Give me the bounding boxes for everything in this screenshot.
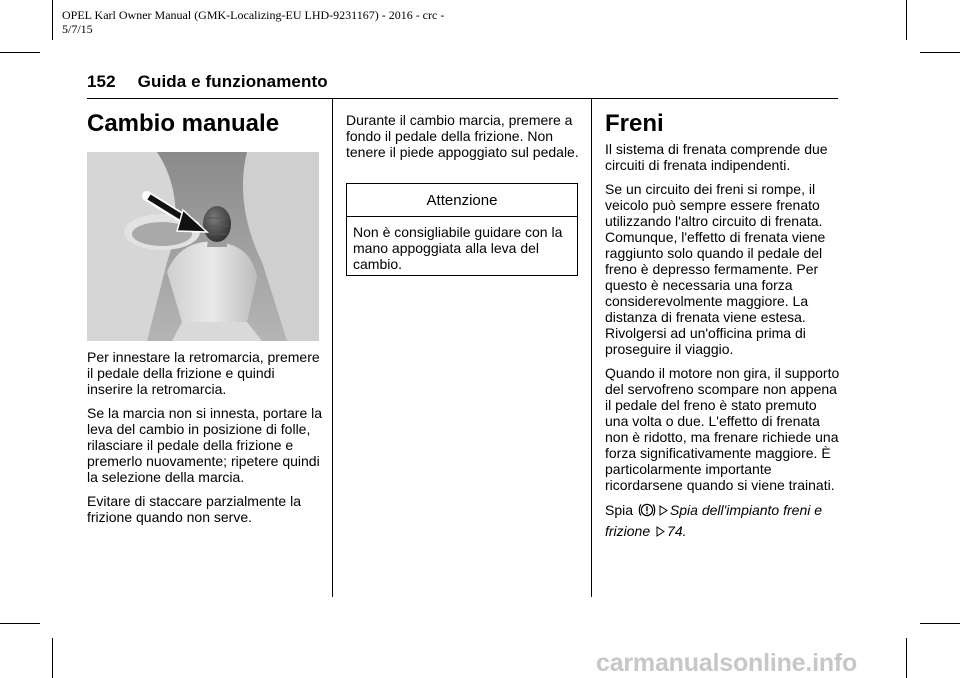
middle-column-text (346, 112, 582, 168)
crop-mark (906, 638, 907, 678)
print-header-line-1: OPEL Karl Owner Manual (GMK-Localizing-EU LHD-9231167) - 2016 - crc - (62, 8, 445, 22)
paragraph: Se un circuito dei freni si rompe, il veicolo può sempre essere frenato utilizzando l'altro circuito di frenata. Comunque, l'effetto di frenata viene raggiunto solo quando il pedale del freno è depresso fermamente. Per questo è necessaria una forza considerevolmente maggiore. La distanza di frenata viene estesa. Rivolgersi ad un'officina prima di proseguire il viaggio. (605, 181, 826, 357)
paragraph: Quando il motore non gira, il supporto del servofreno scompare non appena il pedale del freno è stato premuto una volta o due. L'effetto di frenata non è ridotto, ma frenare richiede una forza significativamente maggiore. È particolarmente importante ricordarsene quando si viene trainati. (605, 365, 840, 493)
crop-mark (0, 623, 40, 624)
cross-reference (605, 501, 841, 541)
watermark: carmanualsonline.info (596, 649, 858, 677)
crop-mark (906, 0, 907, 40)
crop-mark (0, 52, 40, 53)
column-divider (591, 99, 592, 597)
reference-link-text[interactable]: frizione (605, 523, 651, 539)
cross-reference-arrow-icon (659, 502, 668, 520)
cross-reference-arrow-icon (656, 523, 665, 541)
section-title: Guida e funzionamento (137, 72, 328, 91)
running-header (87, 72, 328, 92)
page-number: 152 (87, 72, 116, 91)
paragraph: Durante il cambio marcia, premere a fondo il pedale della frizione. Non tenere il piede appoggiato sul pedale. (346, 112, 579, 160)
crop-mark (52, 0, 53, 40)
reference-link-text[interactable]: Spia dell'impianto freni e (669, 502, 823, 518)
brake-warning-lamp-icon (638, 502, 656, 522)
print-header-line-2: 5/7/15 (62, 22, 93, 36)
paragraph: Il sistema di frenata comprende due circuiti di frenata indipendenti. (605, 141, 828, 173)
right-column-text (605, 141, 841, 549)
paragraph: Per innestare la retromarcia, premere il pedale della frizione e quindi inserire la retromarcia. (87, 349, 320, 397)
column-divider (332, 99, 333, 597)
caution-text: Non è consigliabile guidare con la mano appoggiata alla leva del cambio. (353, 224, 563, 272)
reference-page-number[interactable]: 74. (667, 523, 687, 539)
header-rule (87, 98, 838, 99)
crop-mark (920, 623, 960, 624)
crop-mark (920, 52, 960, 53)
gear-lever-photo (87, 152, 319, 341)
section-heading-manual-transmission: Cambio manuale (87, 110, 280, 137)
gear-lever-illustration (87, 152, 319, 341)
paragraph: Se la marcia non si innesta, portare la leva del cambio in posizione di folle, rilasciare il pedale della frizione e premerlo nuovamente; ripetere quindi la selezione della marcia. (87, 405, 323, 485)
crop-mark (52, 638, 53, 678)
section-heading-brakes: Freni (605, 110, 664, 137)
caution-box (346, 183, 578, 276)
reference-prefix: Spia (605, 502, 634, 518)
print-header-note (62, 8, 522, 36)
caution-title: Attenzione (347, 184, 577, 217)
paragraph: Evitare di staccare parzialmente la frizione quando non serve. (87, 493, 301, 525)
left-column-text (87, 349, 322, 533)
